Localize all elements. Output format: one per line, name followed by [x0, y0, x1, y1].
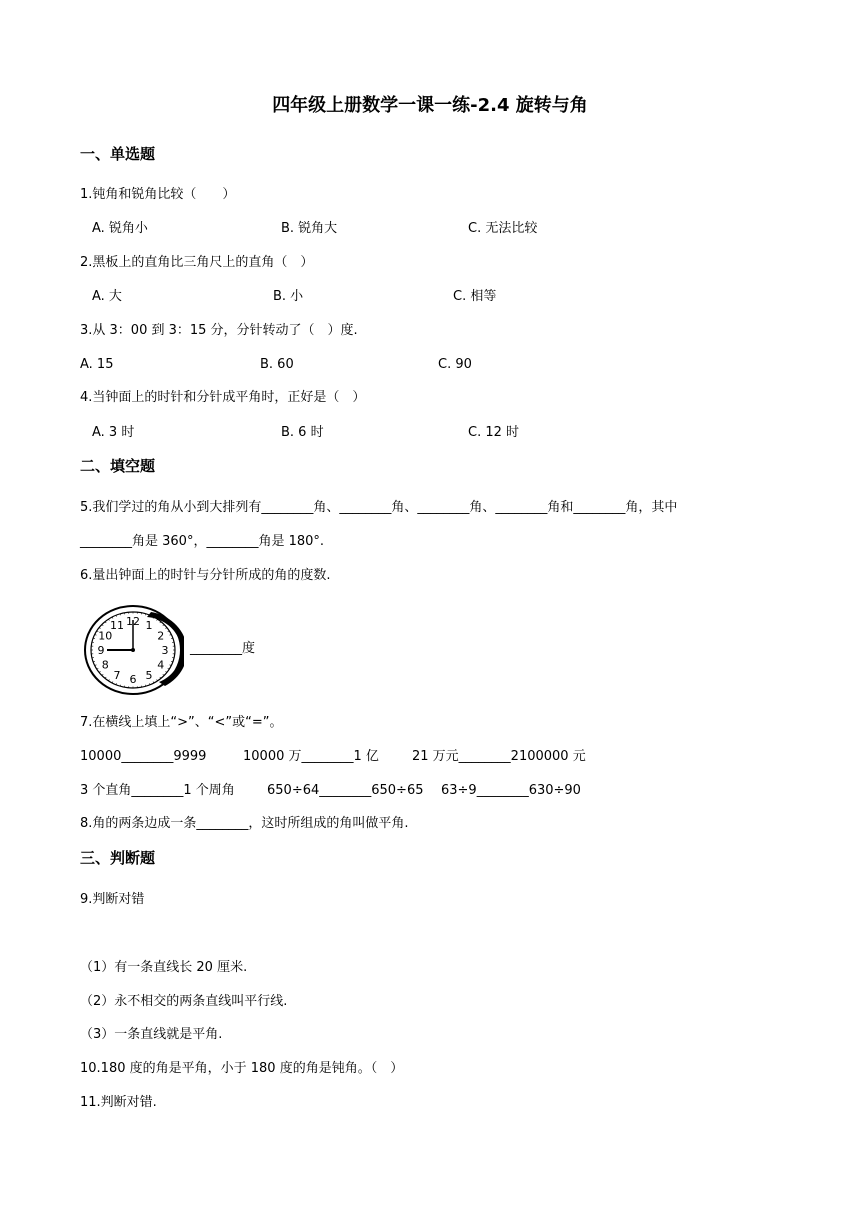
question-7-row-1-item-2: 10000 万________1 亿: [243, 749, 379, 764]
question-2-option-a: A. 大: [92, 289, 122, 304]
question-3-option-c: C. 90: [438, 357, 472, 372]
question-1-option-c: C. 无法比较: [468, 221, 538, 236]
question-5-line-2: ________角是 360°，________角是 180°.: [80, 534, 325, 549]
clock-number: 11: [110, 618, 124, 632]
question-9-part-1: （1）有一条直线长 20 厘米.: [80, 960, 248, 975]
question-1-option-a: A. 锐角小: [92, 221, 148, 236]
question-6-answer-blank: ________度: [190, 641, 256, 656]
question-7-row-1-item-3: 21 万元________2100000 元: [412, 749, 586, 764]
section-heading-true-false: 三、判断题: [80, 849, 156, 867]
question-9-stem: 9.判断对错: [80, 892, 145, 907]
question-4-option-b: B. 6 时: [281, 425, 324, 440]
question-7-row-2-item-2: 650÷64________650÷65: [267, 783, 424, 798]
question-5-line-1: 5.我们学过的角从小到大排列有________角、________角、________角、________角和________角，其中: [80, 500, 678, 515]
question-9-part-3: （3）一条直线就是平角.: [80, 1027, 223, 1042]
clock-number: 5: [145, 669, 153, 683]
clock-number: 10: [98, 629, 113, 643]
question-2-stem: 2.黑板上的直角比三角尺上的直角（ ）: [80, 255, 314, 270]
clock-number: 8: [101, 658, 109, 672]
question-7-stem: 7.在横线上填上“>”、“<”或“=”。: [80, 715, 283, 730]
question-3-stem: 3.从 3：00 到 3：15 分，分针转动了（ ）度.: [80, 323, 358, 338]
clock-face: [83, 604, 184, 696]
question-3-option-a: A. 15: [80, 357, 114, 372]
question-2-option-c: C. 相等: [453, 289, 497, 304]
clock-number: 3: [161, 644, 169, 657]
question-7-row-1-item-1: 10000________9999: [80, 749, 207, 764]
question-11-stem: 11.判断对错.: [80, 1095, 157, 1110]
clock-image: [83, 604, 184, 696]
clock-number: 9: [97, 644, 105, 657]
question-8-stem: 8.角的两条边成一条________，这时所组成的角叫做平角.: [80, 816, 409, 831]
clock-number: 4: [157, 658, 165, 672]
question-1-option-b: B. 锐角大: [281, 221, 338, 236]
page-title: 四年级上册数学一课一练-2.4 旋转与角: [272, 95, 588, 116]
question-4-option-a: A. 3 时: [92, 425, 135, 440]
section-heading-single-choice: 一、单选题: [80, 145, 156, 163]
question-9-part-2: （2）永不相交的两条直线叫平行线.: [80, 994, 288, 1009]
question-4-stem: 4.当钟面上的时针和分针成平角时，正好是（ ）: [80, 390, 366, 405]
question-1-stem: 1.钝角和锐角比较（ ）: [80, 187, 236, 202]
question-6-stem: 6.量出钟面上的时针与分针所成的角的度数.: [80, 568, 331, 583]
question-3-option-b: B. 60: [260, 357, 294, 372]
question-7-row-2-item-1: 3 个直角________1 个周角: [80, 783, 235, 798]
clock-number: 12: [126, 615, 140, 628]
clock-number: 2: [157, 629, 165, 643]
question-7-row-2-item-3: 63÷9________630÷90: [441, 783, 581, 798]
clock-number: 1: [145, 618, 153, 632]
question-10-stem: 10.180 度的角是平角，小于 180 度的角是钝角。（ ）: [80, 1061, 404, 1076]
clock-number: 7: [113, 669, 121, 683]
clock-center-pin: [131, 648, 135, 652]
question-4-option-c: C. 12 时: [468, 425, 520, 440]
question-2-option-b: B. 小: [273, 289, 304, 304]
section-heading-fill-blank: 二、填空题: [80, 457, 156, 475]
clock-number: 6: [129, 673, 137, 686]
